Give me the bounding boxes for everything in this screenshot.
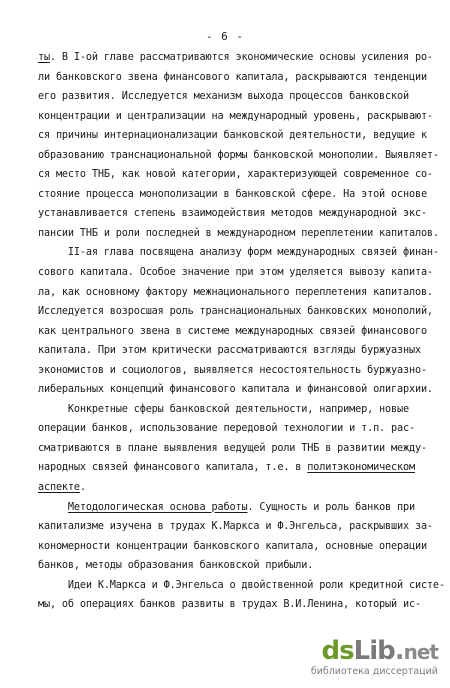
text-line (38, 322, 438, 342)
text-segment: экономистов и социологов, выявляется несостоятельность буржуазно- (38, 364, 427, 376)
logo-ds: ds (321, 636, 354, 666)
text-line (38, 224, 438, 244)
text-segment: банков, методы образования банковской прибыли. (38, 560, 314, 572)
text-line (38, 556, 438, 576)
text-line (38, 595, 438, 615)
text-segment: ся место ТНБ, как новой категории, характеризующей современное со- (38, 169, 433, 181)
text-segment: . (79, 482, 86, 494)
text-line (38, 400, 438, 420)
text-segment: ся причины интернационализации банковской деятельности, ведущие к (38, 130, 427, 142)
text-line (38, 537, 438, 557)
text-segment: ла, как основному фактору межнационального переплетения капиталов. (38, 286, 433, 298)
text-line (38, 107, 438, 127)
underlined-text: политэкономическом (307, 462, 415, 474)
text-line (38, 165, 438, 185)
text-segment: . Сущность и роль банков при (247, 501, 415, 513)
text-line (38, 48, 438, 68)
text-segment (38, 502, 68, 513)
text-line (38, 341, 438, 361)
text-line (38, 517, 438, 537)
text-line (38, 302, 438, 322)
body-text (38, 48, 445, 615)
text-line (38, 68, 438, 88)
dslib-watermark (298, 636, 438, 680)
text-line (38, 263, 438, 283)
text-segment: кономерности концентрации банковского капитала, основные операции (38, 540, 427, 552)
logo-dot: . (394, 636, 404, 666)
text-segment: капитала. При этом критически рассматриваются взгляды буржуазных (38, 345, 421, 357)
text-segment: сматриваются в плане выявления ведущей роли ТНБ в развитии между- (38, 442, 427, 454)
text-line (38, 126, 438, 146)
text-line (38, 439, 438, 459)
text-line (38, 185, 438, 205)
text-line (38, 204, 438, 224)
text-segment: сового капитала. Особое значение при этом уделяется вывозу капита- (38, 267, 433, 279)
text-segment: народных связей финансового капитала, т.е. в (38, 462, 308, 474)
text-line (38, 361, 438, 381)
underlined-text: ты (38, 52, 50, 63)
text-segment: устанавливается степень взаимодействия методов международной экс- (38, 208, 427, 220)
text-line (38, 380, 438, 400)
page-number: - 6 - (205, 30, 245, 43)
text-line (38, 478, 438, 498)
underlined-text: аспекте (38, 482, 80, 494)
logo-lib: Lib (353, 636, 395, 666)
text-line (38, 419, 438, 439)
text-line (38, 283, 438, 303)
text-segment: Исследуется возросшая роль транснациональных банковских монополий, (38, 306, 433, 318)
text-segment: Идеи К.Маркса и Ф.Энгельса о двойственной роли кредитной систе- (38, 579, 445, 591)
text-segment: либеральных концепций финансового капитала и финансовой олигархии. (38, 384, 433, 396)
logo-net: net (403, 640, 438, 664)
dslib-logo (322, 636, 438, 666)
text-segment: как центрального звена в системе международных связей финансового (38, 325, 427, 337)
text-segment: концентрации и централизации на международный уровень, раскрывают- (38, 110, 433, 122)
text-segment: капитализме изучена в трудах К.Маркса и Ф.Энгельса, раскрывших за- (38, 521, 433, 533)
text-segment: мы, об операциях банков развиты в трудах В.И.Ленина, который ис- (38, 599, 421, 611)
watermark-subtitle: библиотека диссертаций (310, 666, 438, 677)
text-line (38, 498, 438, 518)
text-line (38, 576, 445, 596)
text-segment: . В I-ой главе рассматриваются экономические основы усиления ро- (49, 52, 433, 63)
underlined-text: Методологическая основа работы (67, 501, 248, 513)
text-segment: образованию транснациональной формы банковской монополии. Выявляет- (38, 149, 439, 161)
text-segment: операции банков, использование передовой технологии и т.п. рас- (38, 423, 415, 435)
text-line (38, 146, 438, 166)
text-segment: стояние процесса монополизации в банковской сфере. На этой основе (38, 188, 427, 200)
text-segment: II-ая глава посвящена анализу форм международных связей финан- (38, 247, 439, 259)
text-line (38, 243, 438, 263)
text-segment: пансии ТНБ и роли последней в международном переплетении капиталов. (38, 227, 439, 239)
text-segment: Конкретные сферы банковской деятельности, например, новые (38, 403, 409, 415)
text-segment: его развития. Исследуется механизм выхода процессов банковской (38, 91, 409, 103)
text-segment: ли банковского звена финансового капитала, раскрываются тенденции (38, 71, 427, 83)
text-line (38, 87, 438, 107)
text-line (38, 458, 438, 478)
